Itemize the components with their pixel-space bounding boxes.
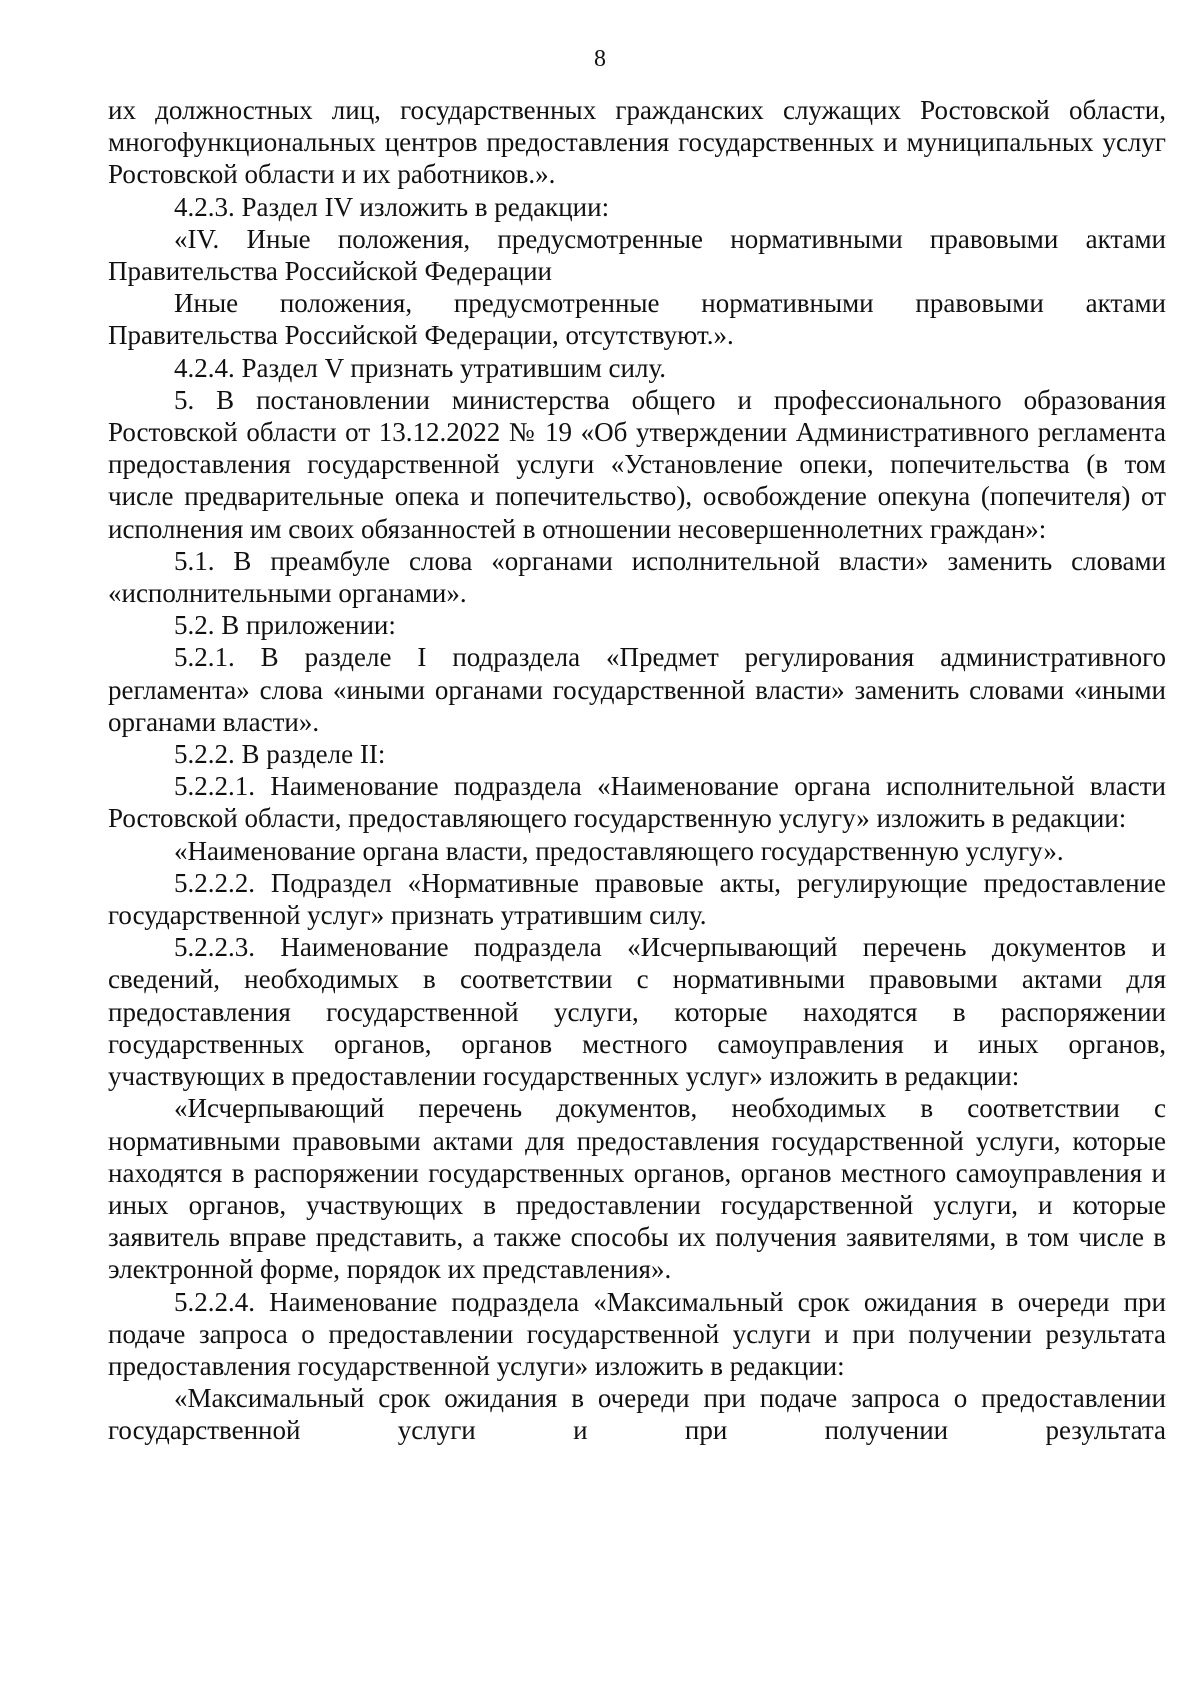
paragraph: «Наименование органа власти, предоставляющего государственную услугу». <box>174 835 1064 866</box>
paragraph: 5.1. В преамбуле слова «органами исполнительной власти» заменить словами «исполнительными органами». <box>108 545 1166 609</box>
paragraph: 5.2.2.3. Наименование подраздела «Исчерпывающий перечень документов и сведений, необходимых в соответствии с нормативными правовыми актами для предоставления государственной услуги, которые находятся в распоряжении государственных органов, органов местного самоуправления и иных органов, участвующих в предоставлении государственных услуг» изложить в редакции: <box>108 932 1166 1092</box>
paragraph: 5.2. В приложении: <box>174 610 396 641</box>
paragraph: «Исчерпывающий перечень документов, необходимых в соответствии с нормативными правовыми актами для предоставления государственной услуги, которые находятся в распоряжении государственных органов, органов местного самоуправления и иных органов, участвующих в предоставлении государственной услуги, и которые заявитель вправе представить, а также способы их получения заявителями, в том числе в электронной форме, порядок их представления». <box>108 1093 1166 1285</box>
paragraph: 5.2.1. В разделе I подраздела «Предмет регулирования административного регламента» слова «иными органами государственной власти» заменить словами «иными органами власти». <box>108 642 1166 737</box>
paragraph: 5.2.2. В разделе II: <box>174 739 386 770</box>
paragraph: Иные положения, предусмотренные нормативными правовыми актами Правительства Российской Федерации, отсутствуют.». <box>108 288 1166 351</box>
document-body <box>108 94 1166 1447</box>
paragraph: 5.2.2.1. Наименование подраздела «Наименование органа исполнительной власти Ростовской области, предоставляющего государственную услугу» изложить в редакции: <box>108 771 1166 834</box>
paragraph: 5.2.2.4. Наименование подраздела «Максимальный срок ожидания в очереди при подаче запроса о предоставлении государственной услуги и при получении результата предоставления государственной услуги» изложить в редакции: <box>108 1286 1166 1381</box>
paragraph: «Максимальный срок ожидания в очереди при подаче запроса о предоставлении государственной услуги и при получении результата <box>108 1383 1166 1446</box>
paragraph: 4.2.3. Раздел IV изложить в редакции: <box>174 191 610 222</box>
paragraph: их должностных лиц, государственных гражданских служащих Ростовской области, многофункциональных центров предоставления государственных и муниципальных услуг Ростовской области и их работников.». <box>108 95 1166 190</box>
paragraph: «IV. Иные положения, предусмотренные нормативными правовыми актами Правительства Российской Федерации <box>108 223 1166 287</box>
paragraph: 5. В постановлении министерства общего и профессионального образования Ростовской области от 13.12.2022 № 19 «Об утверждении Административного регламента предоставления государственной услуги «Установление опеки, попечительства (в том числе предварительные опека и попечительство), освобождение опекуна (попечителя) от исполнения им своих обязанностей в отношении несовершеннолетних граждан»: <box>108 384 1166 544</box>
paragraph: 5.2.2.2. Подраздел «Нормативные правовые акты, регулирующие предоставление государственной услуг» признать утратившим силу. <box>108 867 1166 931</box>
page-number: 8 <box>594 46 606 72</box>
paragraph: 4.2.4. Раздел V признать утратившим силу. <box>174 352 666 383</box>
